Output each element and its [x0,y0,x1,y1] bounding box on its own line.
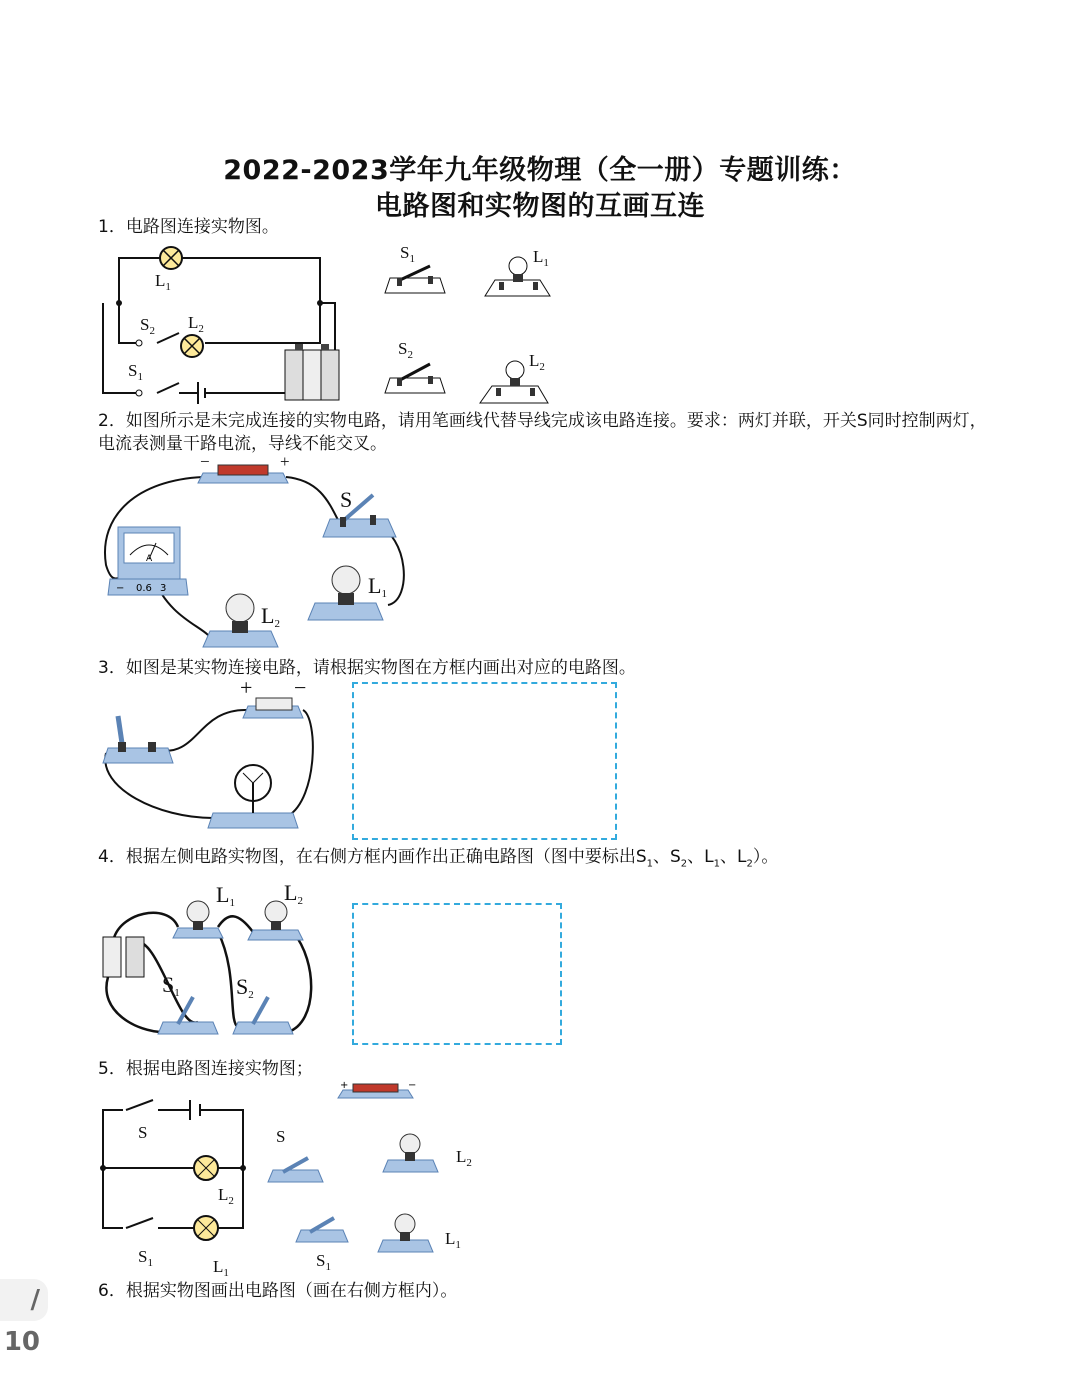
svg-text:+: + [240,675,253,700]
q5-circuit-diagram [103,1100,243,1228]
document-title-line1: 2022-2023学年九年级物理（全一册）专题训练： [223,155,857,186]
q2-battery [198,452,290,483]
question-3-text: 3．如图是某实物连接电路，请根据实物图在方框内画出对应的电路图。 [98,658,636,678]
question-4-text: 4．根据左侧电路实物图，在右侧方框内画作出正确电路图（图中要标出$S_1$、$S_2$、$L_1$、$L_2$）。 [98,847,779,870]
question-1-text: 1．电路图连接实物图。 [98,217,279,237]
svg-text:L2: L2 [284,880,303,907]
q4-switch-s1 [158,972,218,1034]
q2-lamp-l2 [203,594,280,647]
q2-figure [98,452,418,655]
svg-text:L2: $L_2$ [218,1185,234,1207]
svg-text:L1: $L_1$ [155,271,171,293]
svg-text:+: + [280,452,290,471]
q5-figure [98,1080,488,1280]
q3-fan-motor [208,765,298,828]
svg-text:L1: $L_1$ [213,1257,229,1279]
svg-text:S2: $S_2$ [398,339,413,361]
q1-battery-pack [285,344,339,400]
svg-text:A: A [146,554,153,564]
q5-lamp-l2-board [383,1134,472,1172]
q5-lamp-l2-symbol [194,1156,218,1180]
q4-switch-s2 [233,974,293,1034]
svg-text:L1: L1 [216,882,235,909]
svg-text:S2: $S_2$ [140,315,155,337]
q1-lamp-l2-board [480,351,548,403]
q3-answer-box[interactable] [352,682,617,840]
svg-text:−: − [116,583,125,594]
q4-figure [98,872,328,1044]
q5-lamp-l1-symbol [194,1216,218,1240]
q5-lamp-l1-board [378,1214,461,1252]
q4-answer-box[interactable] [352,903,562,1045]
q3-battery [240,675,306,718]
q1-lamp-l1-board [485,247,550,296]
svg-text:S1: S1 [162,972,180,999]
svg-text:L1: L1 [368,573,387,600]
svg-text:S: S [340,487,353,512]
svg-text:S1: $S_1$ [316,1251,331,1273]
page-indicator[interactable]: / 10 [0,1279,48,1321]
svg-text:−: − [294,675,307,700]
q3-switch [103,716,173,763]
svg-text:L2: $L_2$ [188,313,204,335]
svg-text:L1: $L_1$ [533,247,549,269]
question-5-text: 5．根据电路图连接实物图； [98,1059,313,1079]
svg-text:S: S [276,1127,286,1146]
svg-text:+: + [340,1080,349,1091]
q2-lamp-l1 [308,566,387,620]
document-title-line2: 电路图和实物图的互画互连 [375,191,705,222]
svg-text:S2: S2 [236,974,254,1001]
svg-text:L2: L2 [261,603,280,630]
q4-lamp-l1 [173,882,235,938]
q4-batteries [103,937,144,977]
svg-text:L1: $L_1$ [445,1229,461,1251]
q2-ammeter [108,527,188,595]
q1-lamp-l2-symbol [181,335,203,357]
q5-switch-s [268,1127,323,1182]
svg-text:−: − [408,1080,417,1091]
svg-text:3: 3 [160,583,167,594]
svg-text:S1: $S_1$ [138,1247,153,1269]
q1-switch-s1 [385,243,445,293]
svg-text:L2: $L_2$ [529,351,545,373]
q1-figure [95,238,565,408]
svg-text:0.6: 0.6 [136,583,152,594]
svg-text:S1: $S_1$ [400,243,415,265]
question-6-text: 6．根据实物图画出电路图（画在右侧方框内）。 [98,1281,458,1301]
svg-text:−: − [200,452,210,471]
q3-wires [105,710,313,818]
q4-lamp-l2 [248,880,303,940]
q1-lamp-l1-symbol [160,247,182,269]
q3-figure [98,675,328,838]
q5-battery [338,1080,416,1098]
q5-switch-s1 [296,1218,348,1273]
question-2-text: 2．如图所示是未完成连接的实物电路，请用笔画线代替导线完成该电路连接。要求：两灯并联，开关S同时控制两灯，电流表测量干路电流，导线不能交叉。 [98,411,987,454]
svg-text:S: S [138,1123,148,1142]
svg-text:L2: $L_2$ [456,1147,472,1169]
svg-text:S1: $S_1$ [128,361,143,383]
q1-switch-s2 [385,339,445,393]
